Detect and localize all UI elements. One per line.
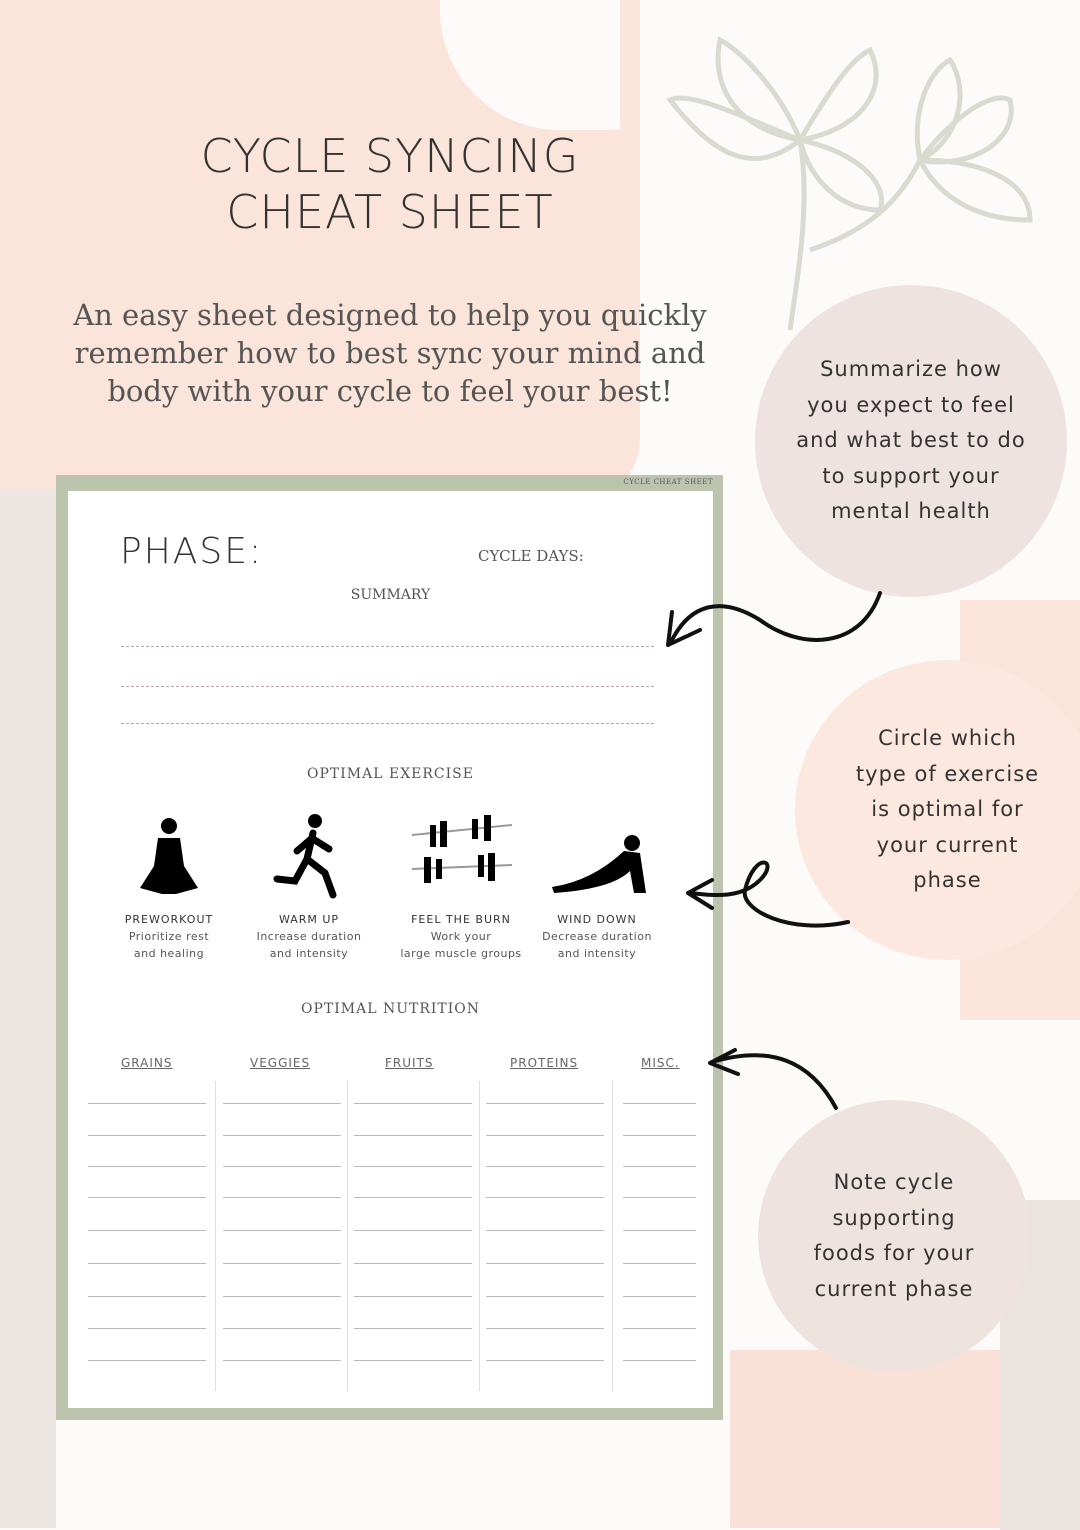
callout-line: Summarize how [820, 357, 1002, 382]
column-grains: GRAINS [121, 1056, 173, 1070]
callout-line: foods for your [813, 1241, 975, 1265]
callout-line: your current [876, 832, 1019, 857]
sheet-header-tag: CYCLE CHEAT SHEET [623, 478, 713, 486]
callout-line: and what best to do [796, 428, 1026, 453]
callout-line: Circle which [878, 726, 1017, 751]
exercise-title: PREWORKOUT [124, 913, 214, 926]
exercise-desc: Prioritize rest [128, 930, 210, 943]
title-line: CHEAT SHEET [226, 185, 554, 239]
exercise-desc: large muscle groups [400, 947, 522, 960]
exercise-desc: and intensity [557, 947, 637, 960]
callout-line: phase [913, 868, 982, 893]
callout-line: is optimal for [871, 797, 1024, 822]
exercise-title: WARM UP [278, 913, 340, 926]
subtitle-line: body with your cycle to feel your best! [107, 374, 673, 408]
column-fruits: FRUITS [385, 1056, 434, 1070]
phase-label: PHASE: [120, 531, 264, 572]
exercise-title: FEEL THE BURN [411, 913, 511, 926]
column-misc: MISC. [641, 1056, 680, 1070]
callout-line: Note cycle [833, 1170, 955, 1194]
callout-line: type of exercise [855, 761, 1040, 786]
exercise-desc: Decrease duration [542, 930, 652, 943]
callout-line: to support your [822, 463, 1000, 488]
exercise-desc: Increase duration [256, 930, 362, 943]
exercise-heading: OPTIMAL EXERCISE [307, 766, 474, 782]
callout-line: you expect to feel [807, 392, 1015, 417]
column-veggies: VEGGIES [250, 1056, 311, 1070]
exercise-desc: Work your [430, 930, 492, 943]
callout-line: supporting [832, 1205, 956, 1230]
subtitle-line: remember how to best sync your mind and [74, 336, 706, 370]
exercise-title: WIND DOWN [557, 913, 637, 926]
nutrition-heading: OPTIMAL NUTRITION [300, 1001, 480, 1017]
column-proteins: PROTEINS [510, 1056, 579, 1070]
subtitle-line: An easy sheet designed to help you quickly [73, 298, 707, 332]
exercise-desc: and healing [133, 947, 205, 960]
cycle-days-label: CYCLE DAYS: [478, 547, 584, 565]
callout-line: mental health [831, 499, 991, 524]
summary-label: SUMMARY [350, 587, 431, 603]
exercise-desc: and intensity [269, 947, 349, 960]
callout-line: current phase [814, 1276, 974, 1301]
title-line: CYCLE SYNCING [200, 129, 580, 183]
